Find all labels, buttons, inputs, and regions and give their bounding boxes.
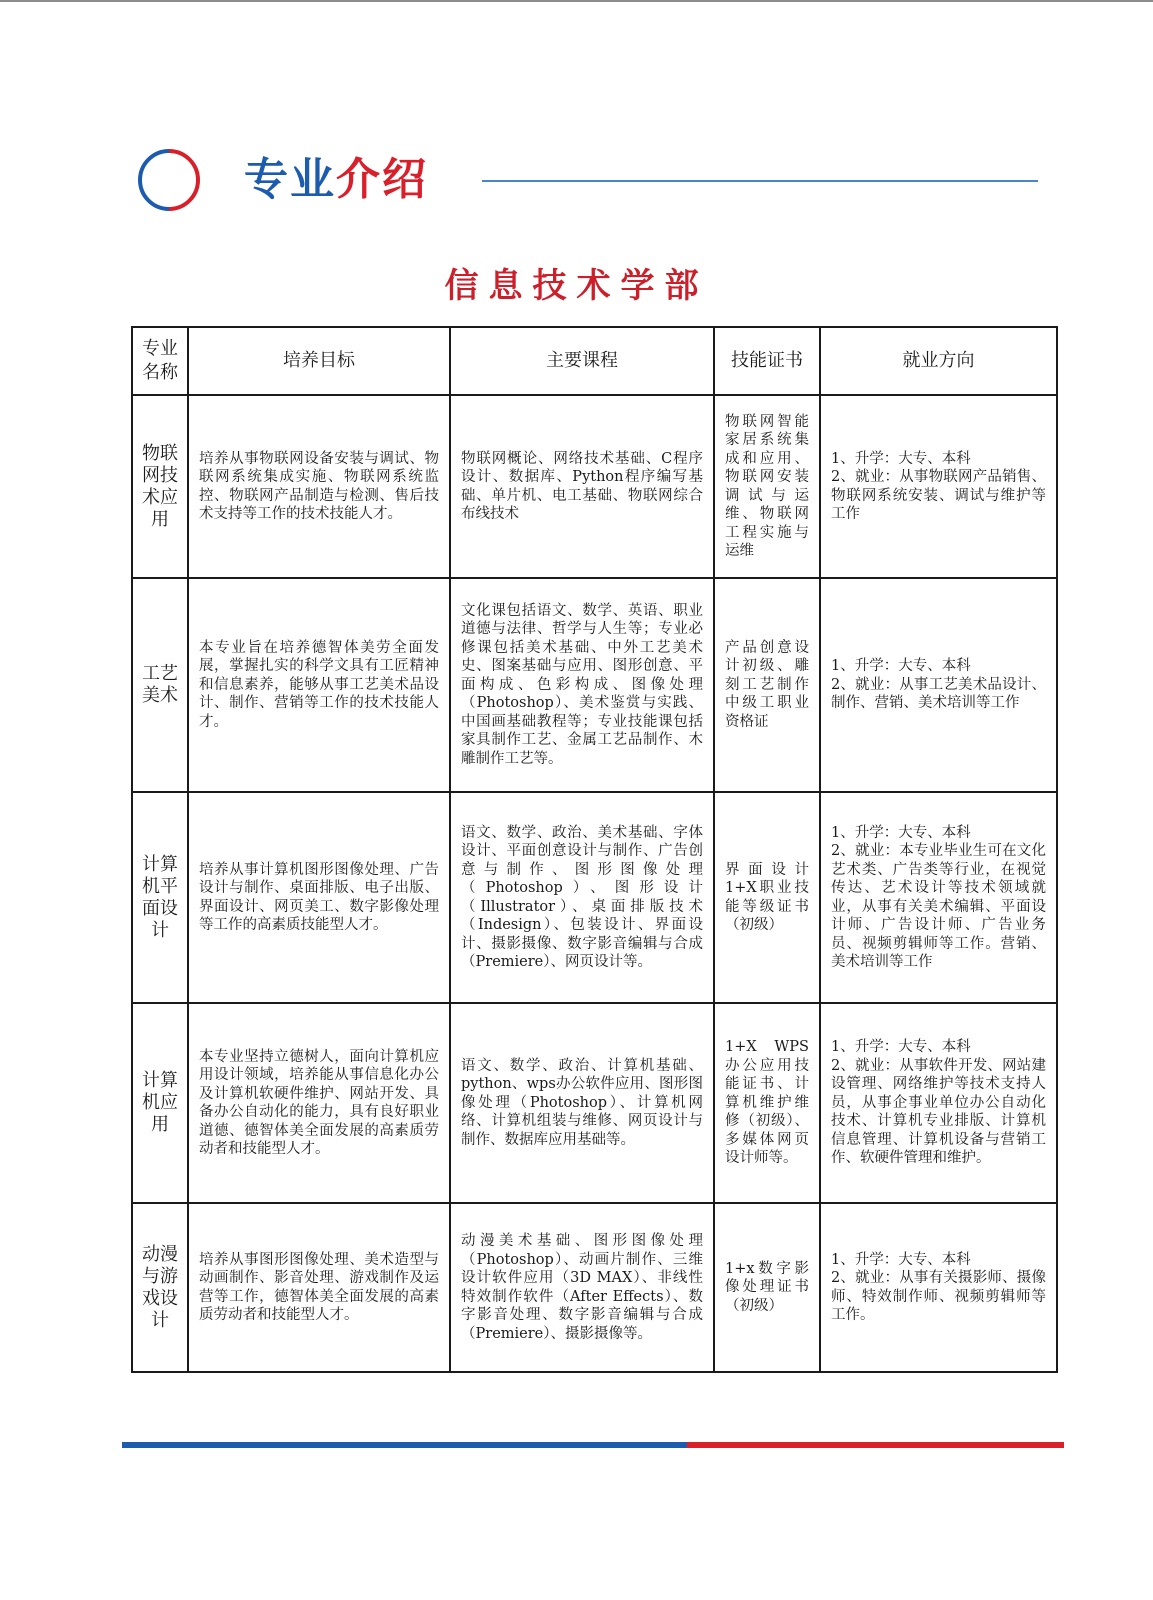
- circle-icon: [137, 148, 201, 212]
- footer-bar-red: [687, 1442, 1064, 1448]
- cert-cell: 界面设计1+X职业技能等级证书（初级）: [714, 792, 820, 1003]
- major-name: 工艺美术: [132, 578, 188, 792]
- table-row: [132, 1203, 1057, 1372]
- majors-table: [131, 326, 1058, 1373]
- career-line: 1、升学：大专、本科: [831, 1251, 971, 1268]
- table-header-row: [132, 327, 1057, 395]
- courses-cell: 物联网概论、网络技术基础、C程序设计、数据库、Python程序编写基础、单片机、电工基础、物联网综合布线技术: [450, 395, 714, 578]
- header-major: 专业名称: [132, 327, 188, 395]
- cert-cell: 1+X WPS办公应用技能证书、计算机维护维修（初级）、多媒体网页设计师等。: [714, 1003, 820, 1203]
- top-rule: [0, 0, 1153, 2]
- major-name: 动漫与游戏设计: [132, 1203, 188, 1372]
- major-name: 计算机应用: [132, 1003, 188, 1203]
- career-line: 1、升学：大专、本科: [831, 450, 971, 467]
- department-title: 信息技术学部: [444, 266, 709, 306]
- courses-cell: 语文、数学、政治、计算机基础、python、wps办公软件应用、图形图像处理（Photoshop）、计算机网络、计算机组装与维修、网页设计与制作、数据库应用基础等。: [450, 1003, 714, 1203]
- career-line: 2、就业：从事有关摄影师、摄像师、特效制作师、视频剪辑师等工作。: [831, 1270, 1046, 1323]
- major-name: 物联网技术应用: [132, 395, 188, 578]
- goal-cell: 培养从事物联网设备安装与调试、物联网系统集成实施、物联网系统监控、物联网产品制造与检测、售后技术支持等工作的技术技能人才。: [188, 395, 450, 578]
- section-title-part1: 专业: [244, 154, 336, 205]
- career-cell: [820, 395, 1057, 578]
- career-line: 1、升学：大专、本科: [831, 1039, 971, 1056]
- career-line: 1、升学：大专、本科: [831, 658, 971, 675]
- table-row: [132, 1003, 1057, 1203]
- career-cell: [820, 578, 1057, 792]
- career-cell: [820, 1003, 1057, 1203]
- major-name: 计算机平面设计: [132, 792, 188, 1003]
- career-line: 2、就业：从事工艺美术品设计、制作、营销、美术培训等工作: [831, 676, 1046, 712]
- cert-cell: 物联网智能家居系统集成和应用、物联网安装调试与运维、物联网工程实施与运维: [714, 395, 820, 578]
- goal-cell: 本专业旨在培养德智体美劳全面发展，掌握扎实的科学文具有工匠精神和信息素养，能够从事工艺美术品设计、制作、营销等工作的技术技能人才。: [188, 578, 450, 792]
- section-title: [244, 150, 428, 210]
- table-row: [132, 578, 1057, 792]
- courses-cell: 语文、数学、政治、美术基础、字体设计、平面创意设计与制作、广告创意与制作、图形图像处理（Photoshop）、图形设计（Illustrator）、桌面排版技术（Indesign）、包装设计、界面设计、摄影摄像、数字影音编辑与合成（Premiere）、网页设计等。: [450, 792, 714, 1003]
- courses-cell: 文化课包括语文、数学、英语、职业道德与法律、哲学与人生等；专业必修课包括美术基础、中外工艺美术史、图案基础与应用、图形创意、平面构成、色彩构成、图像处理（Photoshop）、美术鉴赏与实践、中国画基础教程等；专业技能课包括家具制作工艺、金属工艺品制作、木雕制作工艺等。: [450, 578, 714, 792]
- cert-cell: 1+x数字影像处理证书（初级）: [714, 1203, 820, 1372]
- section-title-part2: 介绍: [336, 154, 428, 205]
- career-line: 2、就业：本专业毕业生可在文化艺术类、广告类等行业，在视觉传达、艺术设计等技术领域就业，从事有关美术编辑、平面设计师、广告设计师、广告业务员、视频剪辑师等工作。营销、美术培训等工作: [831, 843, 1046, 970]
- header-courses: 主要课程: [450, 327, 714, 395]
- table-row: [132, 395, 1057, 578]
- header-goal: 培养目标: [188, 327, 450, 395]
- table-row: [132, 792, 1057, 1003]
- goal-cell: 本专业坚持立德树人，面向计算机应用设计领域，培养能从事信息化办公及计算机软硬件维护、网站开发、具备办公自动化的能力，具有良好职业道德、德智体美全面发展的高素质劳动者和技能型人才。: [188, 1003, 450, 1203]
- goal-cell: 培养从事计算机图形图像处理、广告设计与制作、桌面排版、电子出版、界面设计、网页美工、数字影像处理等工作的高素质技能型人才。: [188, 792, 450, 1003]
- cert-cell: 产品创意设计初级、雕刻工艺制作中级工职业资格证: [714, 578, 820, 792]
- courses-cell: 动漫美术基础、图形图像处理（Photoshop）、动画片制作、三维设计软件应用（3D MAX）、非线性特效制作软件（After Effects）、数字影音处理、数字影音编辑与合成（Premiere）、摄影摄像等。: [450, 1203, 714, 1372]
- career-cell: [820, 792, 1057, 1003]
- footer-bar-blue: [122, 1442, 687, 1448]
- career-line: 2、就业：从事物联网产品销售、物联网系统安装、调试与维护等工作: [831, 469, 1046, 522]
- header-cert: 技能证书: [714, 327, 820, 395]
- header-divider: [482, 180, 1038, 182]
- career-cell: [820, 1203, 1057, 1372]
- header-career: 就业方向: [820, 327, 1057, 395]
- career-line: 2、就业：从事软件开发、网站建设管理、网络维护等技术支持人员，从事企事业单位办公自动化技术、计算机专业排版、计算机信息管理、计算机设备与营销工作、软硬件管理和维护。: [831, 1057, 1046, 1167]
- goal-cell: 培养从事图形图像处理、美术造型与动画制作、影音处理、游戏制作及运营等工作，德智体美全面发展的高素质劳动者和技能型人才。: [188, 1203, 450, 1372]
- career-line: 1、升学：大专、本科: [831, 824, 971, 841]
